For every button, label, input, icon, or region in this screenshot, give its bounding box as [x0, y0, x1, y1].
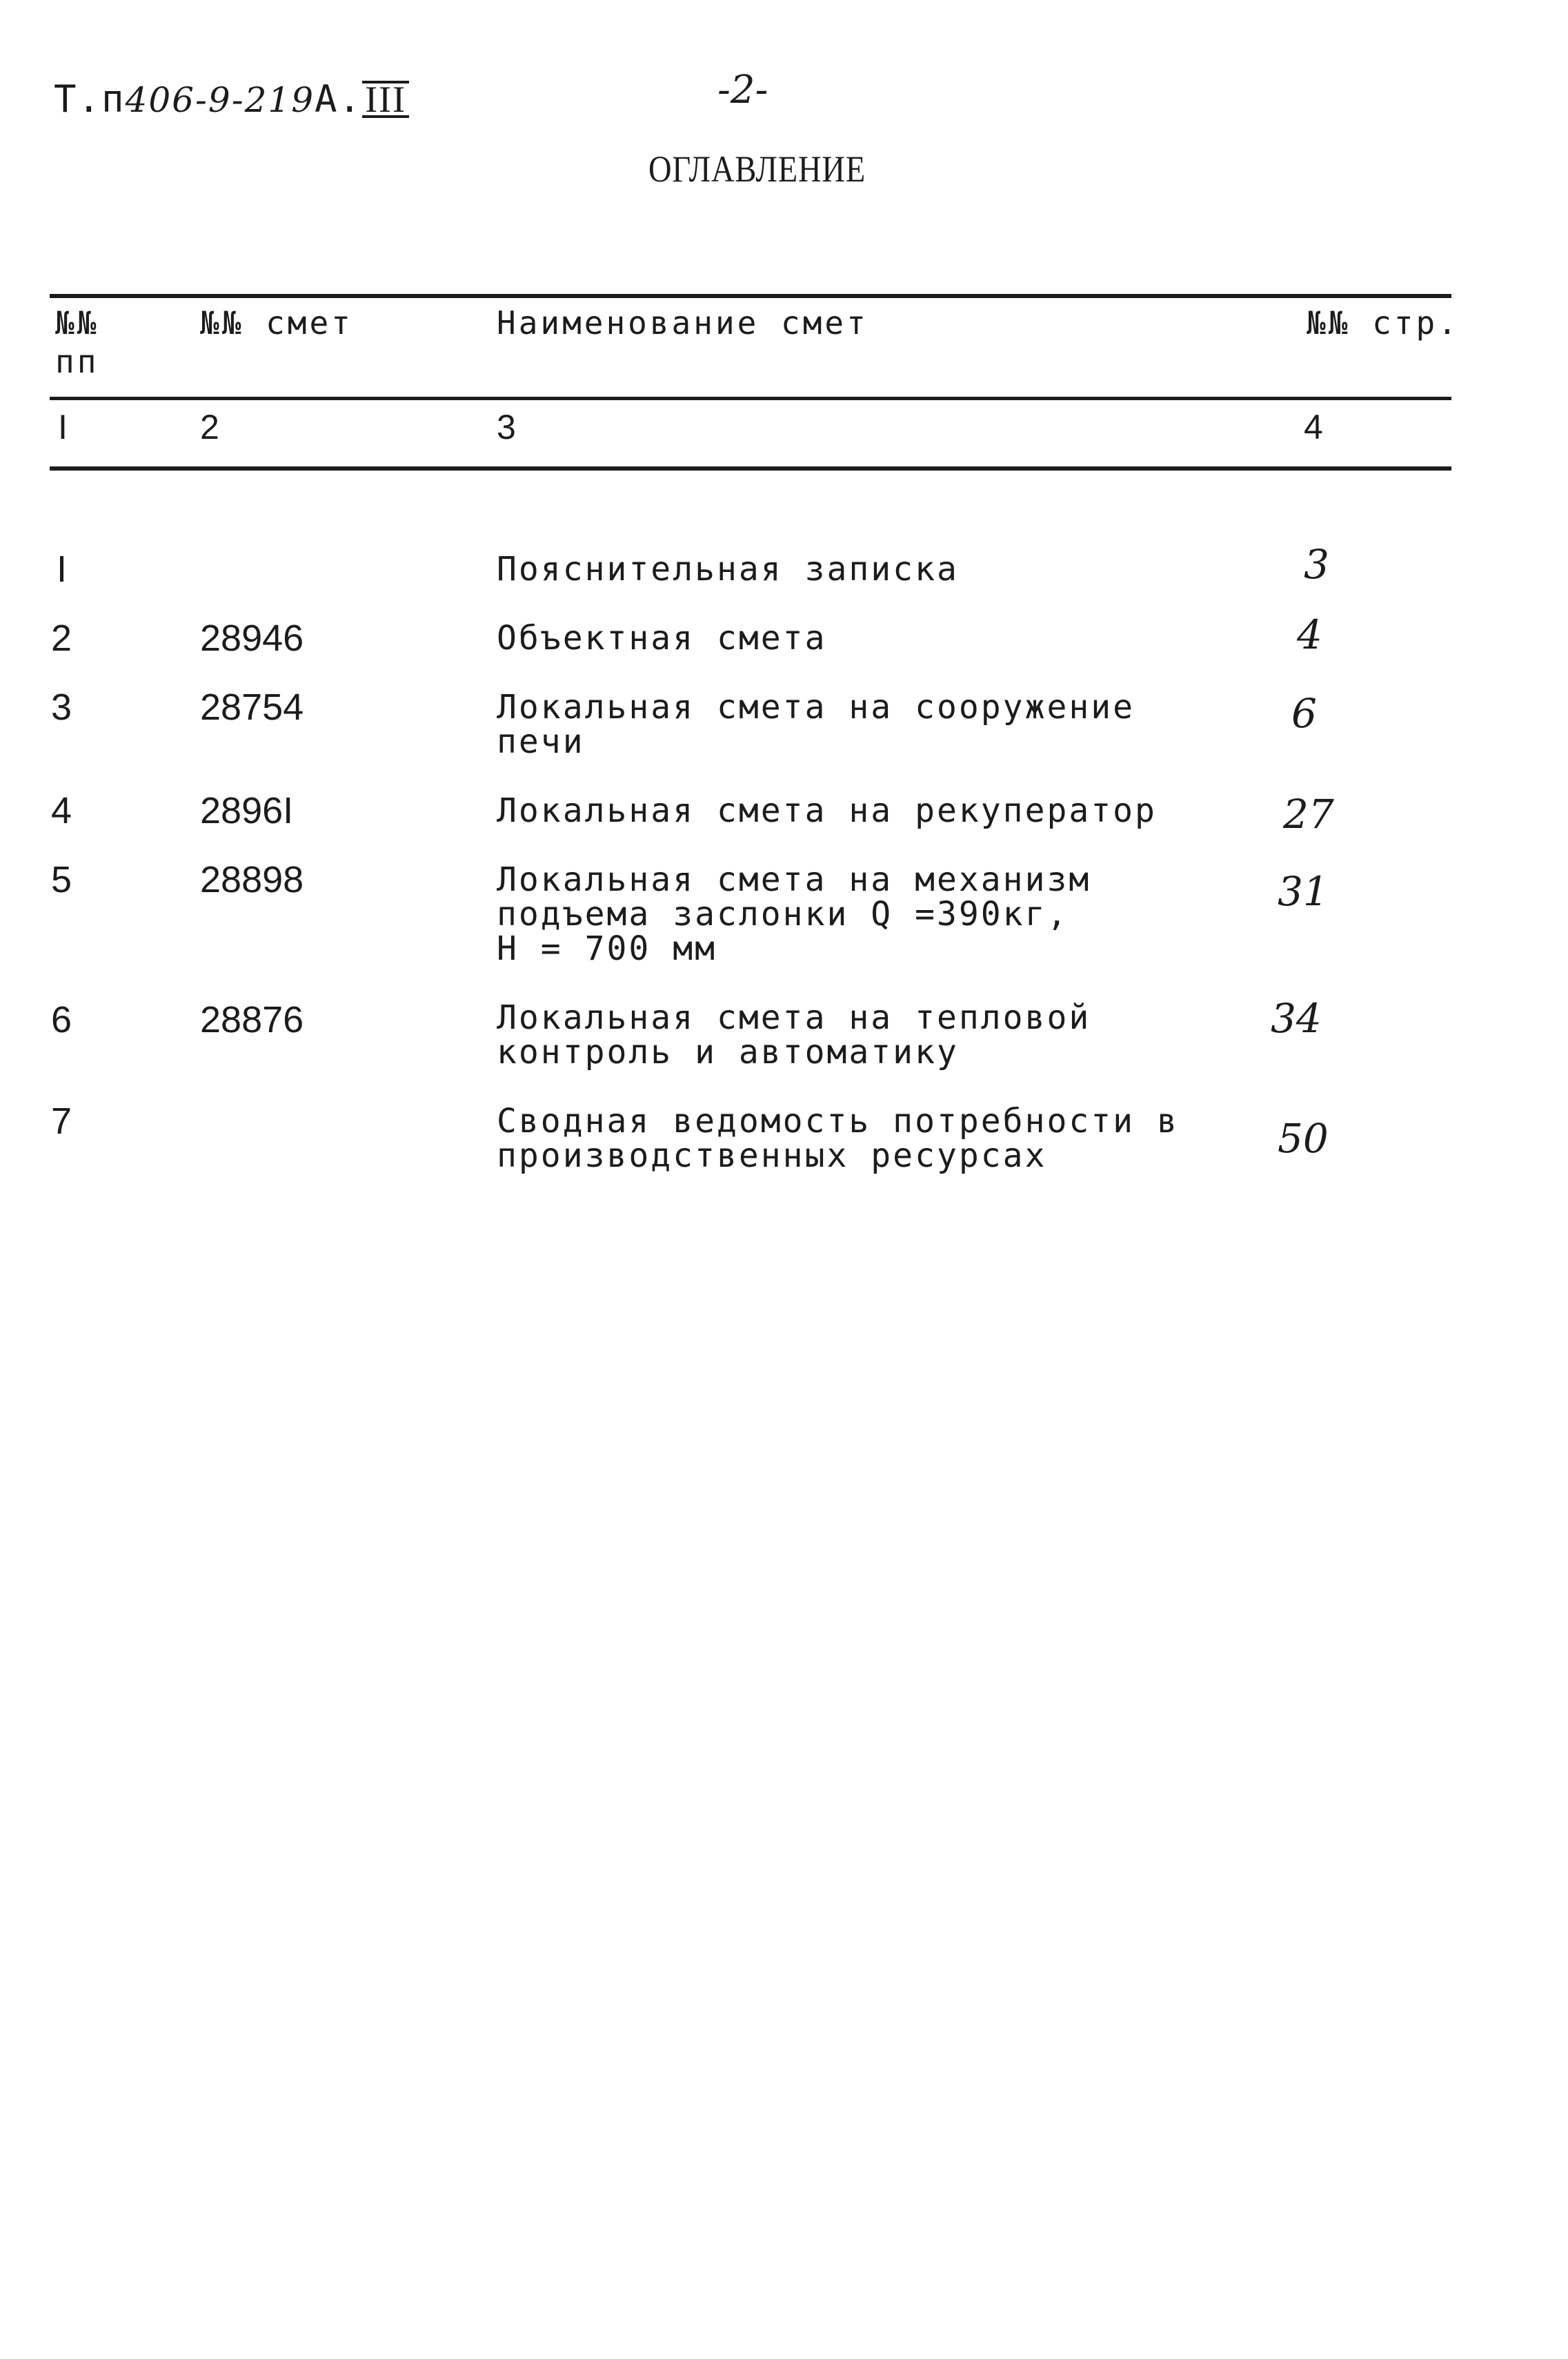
row-4-pp: 4: [51, 790, 72, 831]
row-2-page: 4: [1297, 611, 1322, 658]
row-3-page: 6: [1291, 690, 1317, 737]
row-4-code: 2896I: [200, 790, 294, 831]
header-page-number: №№ стр.: [1307, 304, 1460, 342]
row-7-page: 50: [1278, 1115, 1329, 1162]
row-7-name: Сводная ведомость потребности в производственных ресурсах: [497, 1102, 1179, 1175]
header-estimate-number: №№ смет: [200, 304, 353, 342]
row-5-name: Локальная смета на механизм подъема заслонки Q =390кг, Н = 700 мм: [497, 860, 1091, 968]
volume-number: III: [362, 81, 409, 118]
table-header-rule: [50, 397, 1451, 400]
row-5-code: 28898: [200, 859, 304, 900]
column-number-1: I: [58, 408, 68, 446]
table-column-numbers-rule: [50, 466, 1451, 471]
row-3-code: 28754: [200, 687, 304, 728]
page-number: -2-: [717, 68, 768, 112]
column-number-3: 3: [497, 408, 516, 446]
column-number-4: 4: [1304, 408, 1323, 446]
column-number-2: 2: [200, 408, 219, 446]
document-code-prefix: Т.п: [54, 77, 126, 121]
row-1-pp: I: [57, 549, 68, 590]
row-5-page: 31: [1278, 868, 1329, 915]
page-title: ОГЛАВЛЕНИЕ: [648, 148, 866, 190]
document-code: [54, 77, 409, 121]
row-3-pp: 3: [51, 687, 72, 728]
document-code-suffix: А.: [315, 77, 363, 121]
header-pp: №№ пп: [55, 304, 99, 380]
row-1-page: 3: [1304, 541, 1329, 588]
row-4-name: Локальная смета на рекуператор: [497, 791, 1157, 830]
row-2-name: Объектная смета: [497, 619, 827, 658]
row-1-name: Пояснительная записка: [497, 550, 959, 589]
header-estimate-name: Наименование смет: [497, 304, 869, 342]
row-7-pp: 7: [51, 1100, 72, 1142]
row-5-pp: 5: [51, 859, 72, 900]
row-6-name: Локальная смета на тепловой контроль и автоматику: [497, 998, 1091, 1072]
row-6-code: 28876: [200, 999, 304, 1040]
row-2-pp: 2: [51, 618, 72, 659]
row-4-page: 27: [1283, 791, 1334, 838]
row-2-code: 28946: [200, 618, 304, 659]
table-top-rule: [50, 294, 1451, 298]
row-3-name: Локальная смета на сооружение печи: [497, 688, 1135, 761]
row-6-page: 34: [1271, 995, 1322, 1042]
document-code-number: 406-9-219: [125, 80, 315, 120]
row-6-pp: 6: [51, 999, 72, 1040]
